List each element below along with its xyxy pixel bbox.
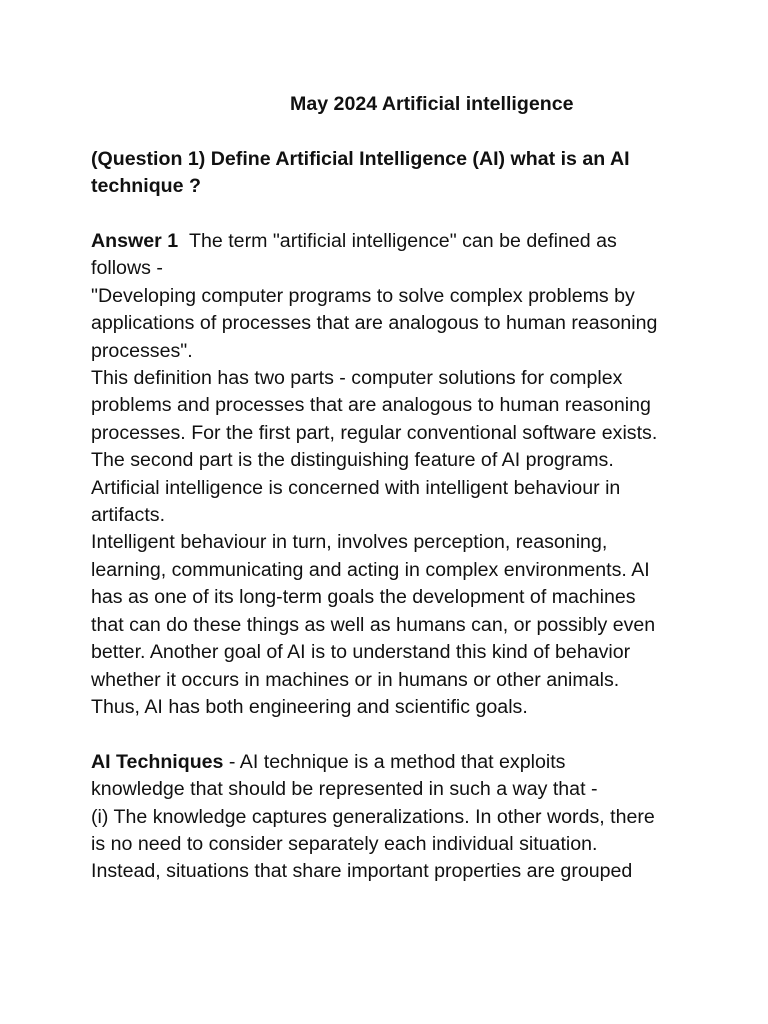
document-title: May 2024 Artificial intelligence bbox=[290, 93, 574, 115]
answer-paragraph bbox=[91, 228, 691, 721]
question-heading bbox=[91, 146, 691, 201]
techniques-paragraph bbox=[91, 749, 691, 886]
answer-line: "Developing computer programs to solve complex problems by bbox=[91, 284, 635, 307]
answer-line: learning, communicating and acting in complex environments. AI bbox=[91, 558, 650, 581]
techniques-line: is no need to consider separately each individual situation. bbox=[91, 832, 598, 855]
answer-label: Answer 1 bbox=[91, 230, 179, 252]
answer-line: has as one of its long-term goals the development of machines bbox=[91, 586, 636, 609]
techniques-line: knowledge that should be represented in such a way that - bbox=[91, 778, 598, 801]
answer-line: follows - bbox=[91, 257, 163, 280]
spacer bbox=[91, 721, 691, 748]
answer-line: The second part is the distinguishing feature of AI programs. bbox=[91, 449, 614, 472]
answer-line: problems and processes that are analogous to human reasoning bbox=[91, 394, 651, 417]
answer-line: whether it occurs in machines or in humans or other animals. bbox=[91, 668, 620, 691]
answer-line: Artificial intelligence is concerned with intelligent behaviour in bbox=[91, 476, 621, 499]
techniques-line: (i) The knowledge captures generalizations. In other words, there bbox=[91, 805, 655, 828]
question-line: technique ? bbox=[91, 175, 201, 198]
answer-line: processes". bbox=[91, 339, 193, 362]
answer-intro: The term "artificial intelligence" can be defined as bbox=[189, 230, 617, 252]
document-page bbox=[91, 91, 691, 886]
spacer bbox=[91, 201, 691, 228]
answer-line: processes. For the first part, regular conventional software exists. bbox=[91, 421, 658, 444]
answer-line: that can do these things as well as humans can, or possibly even bbox=[91, 613, 656, 636]
answer-line: This definition has two parts - computer solutions for complex bbox=[91, 367, 623, 390]
spacer bbox=[91, 118, 691, 145]
answer-line: Intelligent behaviour in turn, involves perception, reasoning, bbox=[91, 531, 608, 554]
answer-line: artifacts. bbox=[91, 504, 166, 527]
techniques-first-line bbox=[91, 749, 691, 776]
techniques-line: Instead, situations that share important properties are grouped bbox=[91, 860, 633, 883]
answer-line: better. Another goal of AI is to understand this kind of behavior bbox=[91, 641, 631, 664]
techniques-intro: - AI technique is a method that exploits bbox=[223, 750, 566, 773]
answer-line: applications of processes that are analogous to human reasoning bbox=[91, 312, 658, 335]
techniques-label: AI Techniques bbox=[91, 750, 224, 773]
answer-first-line bbox=[91, 228, 691, 255]
answer-line: Thus, AI has both engineering and scientific goals. bbox=[91, 695, 528, 718]
question-line: (Question 1) Define Artificial Intelligence (AI) what is an AI bbox=[91, 147, 630, 170]
